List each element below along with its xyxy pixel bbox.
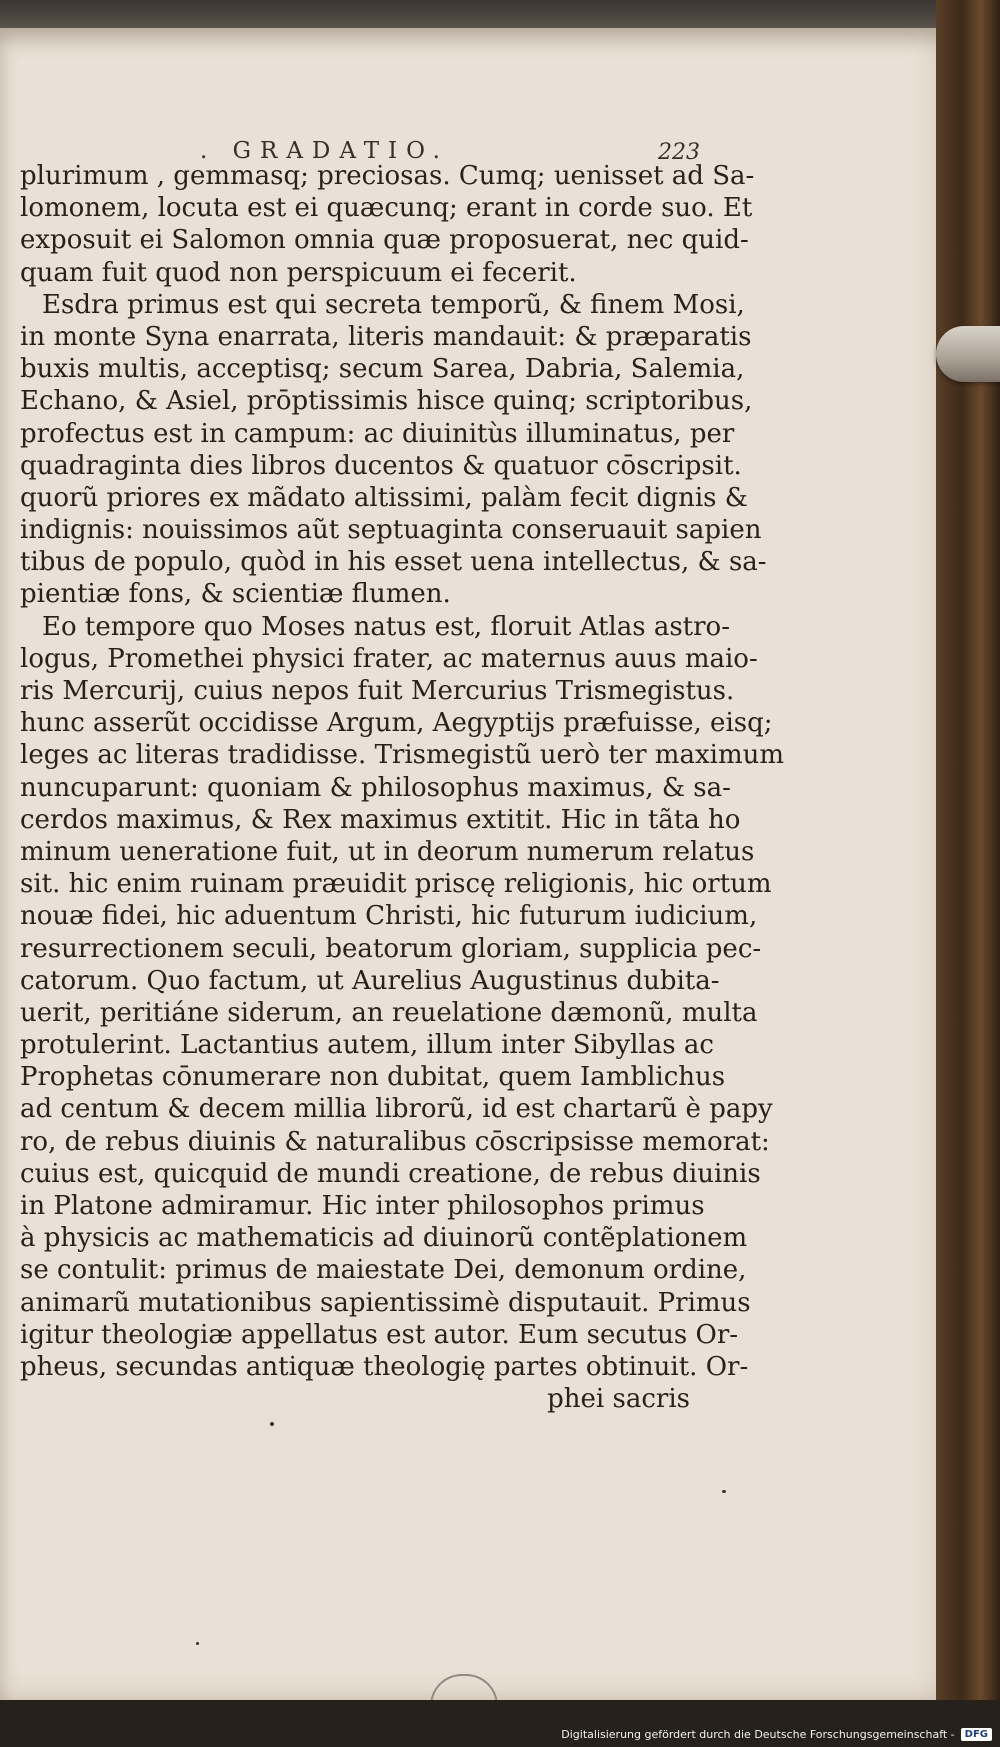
text-line: quorũ priores ex mãdato altissimi, palàm fecit dignis & xyxy=(20,482,748,513)
credit-text: Digitalisierung gefördert durch die Deutsche Forschungsgemeinschaft - xyxy=(561,1728,955,1741)
page-number: 223 xyxy=(658,140,700,165)
body-text xyxy=(20,160,784,1415)
text-line: quam fuit quod non perspicuum ei fecerit. xyxy=(20,257,577,288)
text-line: leges ac literas tradidisse. Trismegistũ uerò ter maximum xyxy=(20,740,784,771)
ink-speck xyxy=(270,1422,274,1426)
book-cover-edge xyxy=(936,0,1000,1747)
digitization-credit xyxy=(561,1728,992,1741)
text-line: in monte Syna enarrata, literis mandauit: & præparatis xyxy=(20,321,752,352)
text-line: nouæ fidei, hic aduentum Christi, hic futurum iudicium, xyxy=(20,901,758,932)
text-line: phei sacris xyxy=(547,1384,690,1415)
ink-speck xyxy=(196,1642,199,1645)
text-line: tibus de populo, quòd in his esset uena intellectus, & sa- xyxy=(20,547,767,578)
text-line: pientiæ fons, & scientiæ flumen. xyxy=(20,579,451,610)
text-line: catorum. Quo factum, ut Aurelius Augustinus dubita- xyxy=(20,965,720,996)
text-line: pheus, secundas antiquæ theologię partes obtinuit. Or- xyxy=(20,1351,749,1382)
dfg-logo: DFG xyxy=(961,1728,992,1741)
text-line: animarũ mutationibus sapientissimè disputauit. Primus xyxy=(20,1287,751,1318)
text-line: quadraginta dies libros ducentos & quatuor cōscripsit. xyxy=(20,450,742,481)
text-line: nuncuparunt: quoniam & philosophus maximus, & sa- xyxy=(20,772,731,803)
text-line: exposuit ei Salomon omnia quæ proposuerat, nec quid- xyxy=(20,225,749,256)
text-line: hunc asserũt occidisse Argum, Aegyptijs præfuisse, eisq; xyxy=(20,708,773,739)
text-line: profectus est in campum: ac diuinitùs illuminatus, per xyxy=(20,418,735,449)
text-line: in Platone admiramur. Hic inter philosophos primus xyxy=(20,1191,705,1221)
text-line: se contulit: primus de maiestate Dei, demonum ordine, xyxy=(20,1255,747,1286)
text-line: Eo tempore quo Moses natus est, floruit Atlas astro- xyxy=(42,611,730,642)
text-line: Echano, & Asiel, prōptissimis hisce quinq; scriptoribus, xyxy=(20,386,753,417)
scan-footer-band xyxy=(0,1700,1000,1747)
text-line: cerdos maximus, & Rex maximus extitit. Hic in tãta ho xyxy=(20,804,741,835)
text-line: sit. hic enim ruinam præuidit priscę religionis, hic ortum xyxy=(20,869,772,900)
running-head: . GRADATIO. xyxy=(200,138,449,164)
book-top-edge xyxy=(0,0,1000,30)
text-line: cuius est, quicquid de mundi creatione, de rebus diuinis xyxy=(20,1158,761,1189)
text-line: resurrectionem seculi, beatorum gloriam, supplicia pec- xyxy=(20,933,762,964)
ink-speck xyxy=(722,1490,726,1493)
text-line: minum ueneratione fuit, ut in deorum numerum relatus xyxy=(20,836,755,867)
text-line: uerit, peritiáne siderum, an reuelatione dæmonũ, multa xyxy=(20,997,758,1028)
text-line: ris Mercurij, cuius nepos fuit Mercurius Trismegistus. xyxy=(20,676,735,706)
text-line: Prophetas cōnumerare non dubitat, quem Iamblichus xyxy=(20,1062,726,1093)
text-line: à physicis ac mathematicis ad diuinorũ contẽplationem xyxy=(20,1223,748,1254)
text-line: igitur theologiæ appellatus est autor. Eum secutus Or- xyxy=(20,1319,739,1350)
text-line: buxis multis, acceptisq; secum Sarea, Dabria, Salemia, xyxy=(20,354,745,385)
text-line: Esdra primus est qui secreta temporũ, & finem Mosi, xyxy=(42,289,745,320)
text-line: protulerint. Lactantius autem, illum inter Sibyllas ac xyxy=(20,1030,714,1061)
text-line: plurimum , gemmasq; preciosas. Cumq; uenisset ad Sa- xyxy=(20,161,755,191)
text-line: ro, de rebus diuinis & naturalibus cōscripsisse memorat: xyxy=(20,1126,770,1157)
text-line: ad centum & decem millia librorũ, id est chartarũ è papy xyxy=(20,1094,773,1125)
clasp-icon xyxy=(936,326,1000,382)
text-line: lomonem, locuta est ei quæcunq; erant in corde suo. Et xyxy=(20,193,753,224)
text-line: indignis: nouissimos aũt septuaginta conseruauit sapien xyxy=(20,515,762,546)
text-line: logus, Promethei physici frater, ac maternus auus maio- xyxy=(20,643,758,674)
